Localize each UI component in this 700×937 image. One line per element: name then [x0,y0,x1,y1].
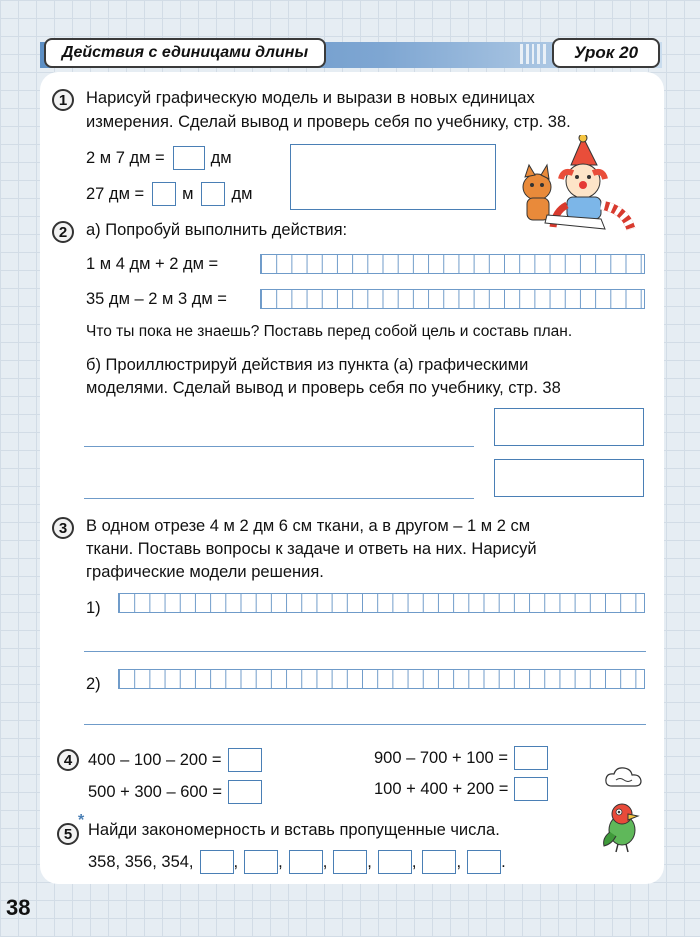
task-1-number: 1 [52,89,74,111]
task-3-text-line2: ткани. Поставь вопросы к задаче и ответь на них. Нарисуй [86,540,537,558]
task-4-expr-3 [88,780,262,804]
task-2-number: 2 [52,221,74,243]
task-2-expr-2-answer-cells[interactable] [260,289,645,309]
seq-box-1[interactable] [200,850,234,874]
eq1-answer-box[interactable] [173,146,205,170]
task-3-number: 3 [52,517,74,539]
task-2-conclusion-box-2[interactable] [494,459,644,497]
lesson-label: Урок 20 [552,38,660,68]
seq-comma-5: , [411,853,417,871]
task-4-expr-1-answer[interactable] [228,748,262,772]
eq2-left: 27 дм = [86,185,145,203]
task-5-sequence [88,850,506,874]
task-3-item-2-label: 2) [86,675,101,693]
eq2-dm-box[interactable] [201,182,225,206]
seq-dot: . [501,853,506,871]
seq-comma-1: , [233,853,239,871]
task-4-expr-4-text: 100 + 400 + 200 = [374,780,509,798]
task-4-expr-2-text: 900 – 700 + 100 = [374,749,508,767]
task-2-expr-2: 35 дм – 2 м 3 дм = [86,290,227,308]
clown-illustration [515,135,640,235]
task-4-number: 4 [57,749,79,771]
task-4-expr-1 [88,748,262,772]
task-5-number: 5 [57,823,79,845]
seq-box-6[interactable] [422,850,456,874]
task-1-text-line1: Нарисуй графическую модель и вырази в новых единицах [86,89,535,107]
eq2-meter-box[interactable] [152,182,176,206]
seq-box-4[interactable] [333,850,367,874]
cloud-icon [604,766,644,790]
task-2-part-a: а) Попробуй выполнить действия: [86,221,348,239]
seq-comma-6: , [456,853,462,871]
task-1-text-line2: измерения. Сделай вывод и проверь себя по учебнику, стр. 38. [86,113,571,131]
eq1-unit: дм [210,149,232,167]
task-2-model-line-2[interactable] [84,498,474,499]
task-5-text: Найди закономерность и вставь пропущенные числа. [88,821,500,839]
seq-box-5[interactable] [378,850,412,874]
task-4-expr-4-answer[interactable] [514,777,548,801]
task-5-star: * [78,812,85,829]
eq2-unit: дм [231,185,253,203]
task-4-expr-2 [374,746,548,770]
seq-box-3[interactable] [289,850,323,874]
task-3-item-1-label: 1) [86,599,101,617]
task-2-expr-1: 1 м 4 дм + 2 дм = [86,255,219,273]
task-4-expr-3-answer[interactable] [228,780,262,804]
task-1-model-box[interactable] [290,144,496,210]
task-4-expr-3-text: 500 + 300 – 600 = [88,783,222,801]
task-4-expr-2-answer[interactable] [514,746,548,770]
task-1-equation-2 [86,182,252,206]
task-2-conclusion-box-1[interactable] [494,408,644,446]
seq-comma-4: , [367,853,372,871]
task-1-equation-1 [86,146,232,170]
task-3-question-1-cells[interactable] [118,593,645,613]
task-3-answer-line-2[interactable] [84,724,646,725]
task-4-expr-1-text: 400 – 100 – 200 = [88,751,222,769]
eq1-left: 2 м 7 дм = [86,149,165,167]
task-3-question-2-cells[interactable] [118,669,645,689]
seq-comma-2: , [278,853,283,871]
task-4-expr-4 [374,777,548,801]
bird-illustration [600,796,644,854]
task-3-text-line1: В одном отрезе 4 м 2 дм 6 см ткани, а в другом – 1 м 2 см [86,517,531,535]
seq-box-2[interactable] [244,850,278,874]
task-5-sequence-start: 358, 356, 354, [88,853,194,871]
task-2-question: Что ты пока не знаешь? Поставь перед собой цель и составь план. [86,323,573,340]
task-2-expr-1-answer-cells[interactable] [260,254,645,274]
task-2-model-line-1[interactable] [84,446,474,447]
page-title: Действия с единицами длины [44,38,326,68]
task-3-answer-line-1[interactable] [84,651,646,652]
task-3-text-line3: графические модели решения. [86,563,324,581]
page-number: 38 [6,895,31,920]
task-2-part-b-line2: моделями. Сделай вывод и проверь себя по учебнику, стр. 38 [86,379,561,397]
seq-comma-3: , [322,853,328,871]
eq2-mid: м [182,185,194,203]
task-2-part-b-line1: б) Проиллюстрируй действия из пункта (а) графическими [86,356,529,374]
header-stripes [520,44,546,64]
seq-box-7[interactable] [467,850,501,874]
